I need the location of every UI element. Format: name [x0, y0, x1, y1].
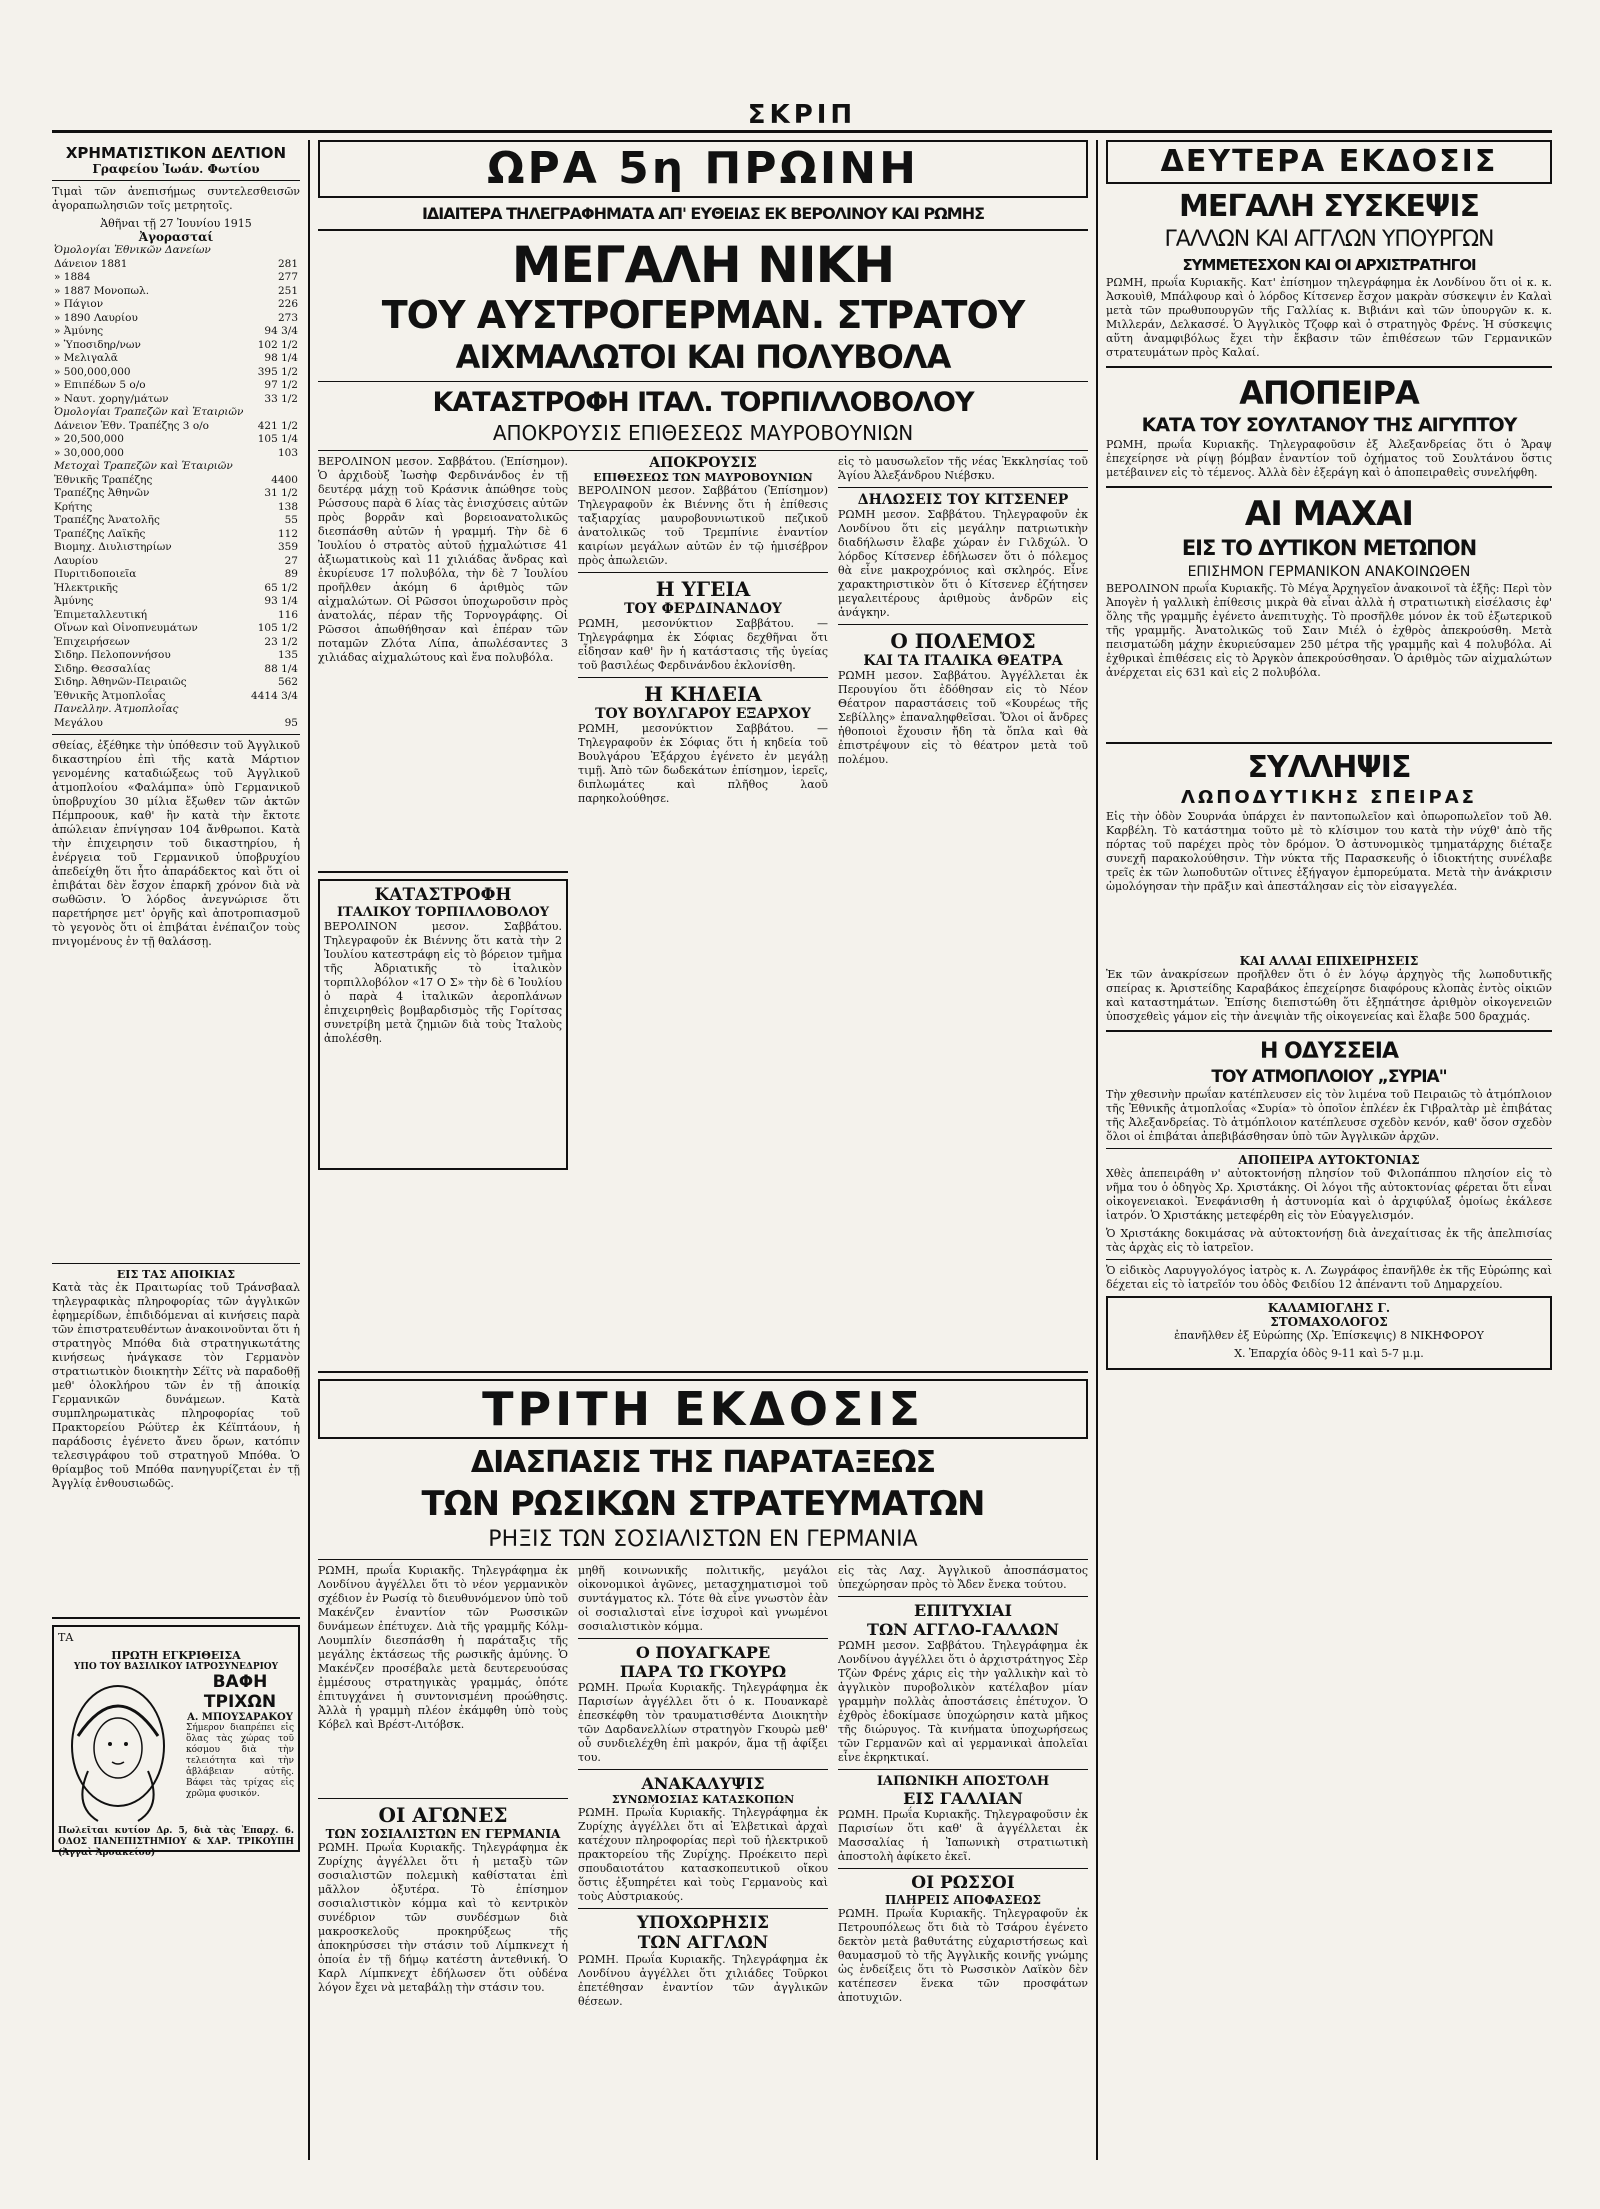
market-security: » 1887 Μονοπωλ.	[54, 284, 150, 297]
headline-odyssey: Η ΟΔΥΣΣΕΙΑ	[1259, 1039, 1399, 1064]
rule-left	[308, 140, 310, 2160]
market-price: 23 1/2	[264, 635, 298, 648]
market-row	[52, 649, 300, 663]
ad-maker: Α. ΜΠΟΥΣΑΡΑΚΟΥ	[187, 1712, 293, 1723]
story-suicide-2: Ὁ Χριστάκης δοκιμάσας νὰ αὐτοκτονήσῃ διὰ ἀνεχαίτισας ἐκ τῆς ἀπελπισίας τὰς ἀρχὰς εἰς τὸ ἰατρεῖον.	[1106, 1227, 1552, 1254]
headline-victory: ΜΕΓΑΛΗ ΝΙΚΗ	[511, 236, 895, 294]
second-edition: ΔΕΥΤΕΡΑ ΕΚΔΟΣΙΣ	[1160, 144, 1498, 179]
market-row	[52, 663, 300, 677]
market-price	[248, 460, 300, 474]
torpedo-head1: ΚΑΤΑΣΤΡΟΦΗ	[374, 885, 512, 905]
headline-syria: ΤΟΥ ΑΤΜΟΠΛΟΙΟΥ „ΣΥΡΙΑ"	[1211, 1067, 1447, 1087]
market-price: 65 1/2	[264, 581, 298, 594]
market-security: » Ἀμύνης	[54, 325, 104, 337]
kitchener-head: ΔΗΛΩΣΕΙΣ ΤΟΥ ΚΙΤΣΕΝΕΡ	[857, 492, 1069, 508]
market-row	[52, 366, 300, 380]
market-price: 359	[277, 541, 298, 553]
strap: ΙΔΙΑΙΤΕΡΑ ΤΗΛΕΓΡΑΦΗΜΑΤΑ ΑΠ' ΕΥΘΕΙΑΣ ΕΚ ΒΕΡΟΛΙΝΟΥ ΚΑΙ ΡΩΜΗΣ	[421, 204, 985, 223]
market-row	[52, 528, 300, 542]
story-victory: ΒΕΡΟΛΙΝΟΝ μεσον. Σαββάτου. (Ἐπίσημον). Ὁ ἀρχιδοὺξ Ἰωσὴφ Φερδινάνδος ἐν τῇ δευτέρᾳ μάχῃ τοῦ Κράσνικ ἀπώθησε τοὺς Ρώσσους παρὰ 6 λίας τὰς ἐνισχύσεις αὐτῶν πρὸς βορρᾶν καὶ βορειοανατολικῶς διεσπάσθη αὐτῶν ἡ γραμμή. Τὴν δὲ 6 Ἰουλίου ὁ στρατὸς αὐτοῦ ᾐχμαλώτισε 41 ἀξιωματικοὺς καὶ 11 χιλιάδας ἄνδρας καὶ ἐκυρίευσε 17 πολυβόλα, τὴν δὲ 7 Ἰουλίου προῆλθεν ἀκόμη 6 ἀριθμὸς τῶν αἰχμαλώτων. Οἱ Ρῶσσοι ὑποχωροῦσιν πρὸς ἀνατολάς, πέραν τῆς Τορνογράφης. Οἱ Ρῶσσοι ἀπωθήθησαν καὶ ἐπέραν τῶν ποταμῶν Ζλότα Λίπα, ἀπωλέσαντες 3 χιλιάδας αἰχμαλώτους καὶ ἕνα πολυβόλα.	[318, 455, 568, 664]
japan-head2: ΕΙΣ ΓΑΛΛΙΑΝ	[903, 1789, 1023, 1808]
story-retreat: ΡΩΜΗ. Πρωΐα Κυριακῆς. Τηλεγράφημα ἐκ Λονδίνου ἀγγέλλει ὅτι χιλιάδες Τοῦρκοι ἐπετέθησαν ἐναντίον τῶν ἀγγλικῶν θέσεων.	[578, 1953, 828, 2008]
market-security: Λαυρίου	[54, 554, 99, 567]
market-price: 88 1/4	[264, 662, 298, 675]
market-price: 94 3/4	[264, 325, 298, 337]
headline-torpedo: ΚΑΤΑΣΤΡΟΦΗ ΙΤΑΛ. ΤΟΡΠΙΛΛΟΒΟΛΟΥ	[432, 387, 974, 418]
market-security: Τραπέζης Λαϊκῆς	[54, 527, 146, 540]
market-price: 33 1/2	[264, 392, 298, 405]
story-arrest: Εἰς τὴν ὁδὸν Σουρνάα ὑπάρχει ἐν παντοπωλεῖον καὶ ὀπωροπωλεῖον τοῦ Ἀθ. Καρβέλη. Τὸ κατάστημα τοῦτο μὲ τὸ κλίσιμον του κατὰ τὴν νύχθ' ἀπὸ τῆς πόρτας τοῦ παρέχει πρὸς τὸν δρόμον. Ὁ ἀστυνομικὸς τμηματάρχης διέταξε συνεχῆ παρακολούθησιν. Τὴν νύκτα τῆς Παρασκευῆς ὁ ἰδιοκτήτης συνέλαβε τρεῖς ἐκ τῶν λωποδυτῶν οἵτινες ἐξήγαγον ἐμπορεύματα. Μετὰ τὴν ἀνάκρισιν ὡμολόγησαν τὴν πρᾶξιν καὶ ἀπεστάλησαν εἰς τὸν εἰσαγγελέα.	[1106, 810, 1552, 893]
market-security: Ὁμολογίαι Τραπεζῶν καὶ Ἑταιριῶν	[54, 406, 244, 418]
market-security: » 20,500,000	[54, 433, 124, 445]
notice-laryngologist: Ὁ εἰδικὸς Λαρυγγολόγος ἰατρὸς κ. Λ. Ζωγράφος ἐπανῆλθε ἐκ τῆς Εὐρώπης καὶ δέχεται εἰς τὸ ἰατρεῖόν του ὁδὸς Φειδίου 12 ἀπέναντι τοῦ Δημαρχείου.	[1106, 1264, 1552, 1291]
headline-ministers: ΓΑΛΛΩΝ ΚΑΙ ΑΓΓΛΩΝ ΥΠΟΥΡΓΩΝ	[1164, 227, 1494, 252]
war-head1: Ο ΠΟΛΕΜΟΣ	[890, 629, 1036, 653]
market-security: Ἐπιχειρήσεων	[54, 635, 130, 648]
headline-montenegro: ΑΠΟΚΡΟΥΣΙΣ ΕΠΙΘΕΣΕΩΣ ΜΑΥΡΟΒΟΥΝΙΩΝ	[492, 421, 914, 445]
market-price	[248, 244, 300, 258]
ad-address: Πωλεῖται κυτίον Δρ. 5, διὰ τὰς Ἐπαρχ. 6. ΟΔΟΣ ΠΑΝΕΠΙΣΤΗΜΙΟΥ & ΧΑΡ. ΤΡΙΚΟΥΠΗ (Ἀγγαὶ Ἀρσακείου)	[58, 1826, 294, 1858]
market-row	[52, 271, 300, 285]
headline-communique: ΕΠΙΣΗΜΟΝ ΓΕΡΜΑΝΙΚΟΝ ΑΝΑΚΟΙΝΩΘΕΝ	[1187, 564, 1471, 580]
market-date: Ἀθῆναι τῇ 27 Ἰουνίου 1915	[100, 217, 252, 230]
market-row	[52, 325, 300, 339]
market-row	[52, 285, 300, 299]
headline-sultan: ΚΑΤΑ ΤΟΥ ΣΟΥΛΤΑΝΟΥ ΤΗΣ ΑΙΓΥΠΤΟΥ	[1141, 414, 1517, 436]
story-aden: εἰς τὰς Λαχ. Ἀγγλικοῦ ἀποσπάσματος ὑπεχώρησαν πρὸς τὸ Ἄδεν ἔνεκα τούτου.	[838, 1564, 1088, 1591]
rule-right	[1096, 140, 1098, 2160]
market-row	[52, 420, 300, 434]
market-price: 116	[277, 608, 298, 621]
market-row	[52, 474, 300, 488]
story-colonies-head: ΕΙΣ ΤΑΣ ΑΠΟΙΚΙΑΣ	[116, 1268, 236, 1281]
headline-arrest: ΣΥΛΛΗΨΙΣ	[1247, 750, 1411, 785]
market-security: » Ὑποσιδηρ/νων	[54, 338, 141, 351]
market-table	[52, 244, 300, 730]
left-column	[52, 140, 300, 2160]
struggles-head1: ΟΙ ΑΓΩΝΕΣ	[378, 1803, 508, 1827]
japan-head1: ΙΑΠΩΝΙΚΗ ΑΠΟΣΤΟΛΗ	[876, 1774, 1050, 1789]
poincare-head1: Ο ΠΟΥΑΓΚΑΡΕ	[635, 1643, 771, 1662]
third-sub1	[318, 1564, 568, 2104]
market-note: Τιμαὶ τῶν ἀνεπισήμως συντελεσθεισῶν ἀγοραπωλησιῶν τοῖς μετρητοῖς.	[52, 185, 300, 212]
russians-head1: ΟΙ ΡΩΣΣΟΙ	[911, 1873, 1015, 1893]
market-security: » Ναυτ. χορηγ/μάτων	[54, 392, 169, 405]
retreat-head2: ΤΩΝ ΑΓΓΛΩΝ	[637, 1933, 769, 1953]
market-security: Πανελλην. Ἀτμοπλοΐας	[54, 703, 179, 715]
market-security: Ἐθνικῆς Τραπέζης	[54, 473, 153, 486]
market-security: » Μελιγαλᾶ	[54, 352, 118, 364]
headline-attempt: ΑΠΟΠΕΙΡΑ	[1239, 374, 1419, 412]
story-other-ops: Ἐκ τῶν ἀνακρίσεων προῆλθεν ὅτι ὁ ἐν λόγῳ ἀρχηγὸς τῆς λωποδυτικῆς σπείρας κ. Ἀριστείδης Καραβάκος ἐπεχείρησε διαφόρους κλοπὰς ἐντὸς οἰκιῶν καὶ καταστημάτων. Ἐπίσης διεπιστώθη ὅτι ἐξηπάτησε ἀριθμὸν οἰκογενειῶν ὑποσχεθεὶς γάμον εἰς τὴν ἀνεψιὰν τῆς οἰκογενείας καὶ ἔλαβε 500 δραχμάς.	[1106, 968, 1552, 1023]
market-security: Σιδηρ. Θεσσαλίας	[54, 662, 151, 675]
story-syria: Τὴν χθεσινὴν πρωΐαν κατέπλευσεν εἰς τὸν λιμένα τοῦ Πειραιῶς τὸ ἀτμόπλοιον τῆς Ἐθνικῆς ἀτμοπλοΐας «Συρία» τὸ ὁποῖον ἐπλέεν ἐκ Γιβραλτὰρ μὲ ἐπιβάτας τῆς Ἀλεξανδρείας. Τὸ ἀτμόπλοιον κατέπλευσε σχεδὸν κενόν, καθ' ὅσον σχεδὸν ὅλοι οἱ ἐπιβάται ἀπεβιβάσθησαν ὑπὸ τῶν Ἀγγλικῶν ἀρχῶν.	[1106, 1088, 1552, 1143]
story-struggles: ΡΩΜΗ. Πρωΐα Κυριακῆς. Τηλεγράφημα ἐκ Ζυρίχης ἀγγέλλει ὅτι ἡ μεταξὺ τῶν σοσιαλιστῶν πολεμικὴ καθίσταται ἐπὶ μᾶλλον ὀξυτέρα. Τὸ ἐπίσημον σοσιαλιστικὸν κόμμα καὶ τὸ κεντρικὸν συνέδριον τῶν συνδέσμων διὰ μακροσκελοῦς προκηρύξεως τῆς ἀποκηρύσσει τὴν στάσιν τοῦ Λίμπκνεχτ ἡ ὁποία ἐν τῇ δήμῳ κατέστη ἀντεθνική. Ὁ Καρλ Λίμπκνεχτ ἐδήλωσεν ὅτι οὐδένα λόγον ἔχει νὰ μεταβάλῃ τὴν στάσιν του.	[318, 1841, 568, 1994]
story-funeral: ΡΩΜΗ, μεσονύκτιον Σαββάτου. — Τηλεγραφοῦν ἐκ Σόφιας ὅτι ἡ κηδεία τοῦ Βουλγάρου Ἐξάρχου ἐγένετο ἐν μεγάλῃ τιμῇ. Ἀπὸ τῶν δωδεκάτων ἐπίσημον, ἱερεῖς, διπλωμάτες καὶ πλῆθος λαοῦ παρηκολούθησε.	[578, 722, 828, 805]
ad-tag: ΤΑ	[58, 1631, 74, 1644]
market-office: Γραφείου Ἰωάν. Φωτίου	[92, 162, 260, 176]
market-title: ΧΡΗΜΑΤΙΣΤΙΚΟΝ ΔΕΛΤΙΟΝ	[65, 144, 287, 162]
doctor-title: ΣΤΟΜΑΧΟΛΟΓΟΣ	[1270, 1315, 1388, 1329]
market-price: 97 1/2	[264, 379, 298, 391]
market-price: 98 1/4	[264, 352, 298, 364]
market-price: 421 1/2	[257, 419, 298, 432]
market-price: 4414 3/4	[251, 689, 298, 702]
spies-head1: ΑΝΑΚΑΛΥΨΙΣ	[641, 1774, 765, 1793]
market-price	[248, 406, 300, 420]
market-security: Τραπέζης Ἀνατολῆς	[54, 514, 160, 526]
right-column	[1106, 140, 1552, 2160]
center-sub3	[838, 455, 1088, 1365]
repulse-head2: ΕΠΙΘΕΣΕΩΣ ΤΩΝ ΜΑΥΡΟΒΟΥΝΙΩΝ	[593, 471, 813, 484]
doctor-name: ΚΑΛΑΜΙΟΓΛΗΣ Γ.	[1267, 1301, 1391, 1315]
market-row	[52, 541, 300, 555]
market-security: » 1890 Λαυρίου	[54, 311, 138, 324]
market-row	[52, 487, 300, 501]
story-suicide: Χθὲς ἀπεπειράθη ν' αὐτοκτονήσῃ πλησίον τοῦ Φιλοπάππου πλησίον εἰς τὸ νῆμα του ὁ ὁδηγὸς Χρ. Χριστάκης. Οἱ λόγοι τῆς αὐτοκτονίας φέρεται ὅτι εἶναι οἰκογενειακοὶ. Ἐνεφάνισθη ἡ ἀστυνομία καὶ ὁ ἀρχιφύλαξ ὁμοίως ἐκάλεσε ἰατρόν. Ὁ Χριστάκης μετεφέρθη εἰς τὸν Εὐαγγελισμόν.	[1106, 1167, 1552, 1222]
kicker: ΩΡΑ 5η ΠΡΩΙΝΗ	[487, 143, 919, 194]
market-price: 251	[277, 284, 298, 297]
market-price: 95	[284, 716, 298, 729]
story-mausoleum: εἰς τὸ μαυσωλεῖον τῆς νέας Ἐκκλησίας τοῦ Ἁγίου Ἀλεξάνδρου Νιέβσκυ.	[838, 455, 1088, 482]
market-row	[52, 339, 300, 353]
headline-battles: ΑΙ ΜΑΧΑΙ	[1244, 494, 1414, 534]
market-head: Ἀγορασταί	[138, 230, 214, 244]
doctor-address: ἐπανῆλθεν ἐξ Εὐρώπης (Χρ. Ἐπίσκεψις) 8 ΝΙΚΗΦΟΡΟΥ	[1174, 1329, 1484, 1342]
story-colonies: Κατὰ τὰς ἐκ Πραιτωρίας τοῦ Τράνσβααλ τηλεγραφικὰς πληροφορίας τῶν ἀγγλικῶν ἐφημερίδων, ἐπιδιδόμεναι αἱ κινήσεις παρὰ τῶν ἐπιστρατευθέντων ἀνακοινοῦνται ὅτι ἡ στρατηγὸς Μπόθα διὰ στρατηγικωτάτης κινήσεως ἠνάγκασε τὸν Γερμανὸν στρατιωτικὸν διοικητὴν Σέϊτς νὰ παραδοθῇ μεθ' ὁλοκλήρου τῶν ἐν τῇ ἀποικίᾳ Γερμανικῶν δυνάμεων. Κατὰ συμπληρωματικὰς πληροφορίας τοῦ Πρακτορείου Ρώϋτερ ἐκ Κέϊπτάουν, ἡ παράδοσις ἐγένετο ἄνευ ὅρων, κατόπιν τελεσιγράφου τοῦ στρατηγοῦ Μπόθα. Ὁ θρίαμβος τοῦ Μπόθα πανηγυρίζεται ἐν τῇ Ἀγγλίᾳ ἐνθουσιωδῶς.	[52, 1281, 300, 1490]
retreat-head1: ΥΠΟΧΩΡΗΣΙΣ	[636, 1913, 770, 1933]
torpedo-head2: ΙΤΑΛΙΚΟΥ ΤΟΡΠΙΛΛΟΒΟΛΟΥ	[336, 905, 550, 920]
market-security: Μετοχαὶ Τραπεζῶν καὶ Ἑταιριῶν	[54, 460, 233, 472]
market-security: Πυριτιδοποιεῖα	[54, 568, 137, 580]
market-price: 102 1/2	[257, 338, 298, 351]
successes-head2: ΤΩΝ ΑΓΓΛΟ-ΓΑΛΛΩΝ	[867, 1620, 1059, 1639]
ad-title: ΒΑΦΗ ΤΡΙΧΩΝ	[203, 1672, 277, 1712]
market-price: 89	[284, 568, 298, 580]
story-western-front: ΒΕΡΟΛΙΝΟΝ πρωΐα Κυριακῆς. Τὸ Μέγα Ἀρχηγεῖον ἀνακοινοῖ τὰ ἑξῆς: Περὶ τὸν Ἀπογὲν ἡ γαλλικὴ ἐπίθεσις μικρὰ θὰ εἶναι ἀλλὰ ἡ στρατιωτικὴ εἰσέλασις ἐφ' ὅλης τῆς γραμμῆς ἐγένετο ἀνεπιτυχὴς. Τὸ προσῆλθε μόνον ἐκ τοῦ ἐξωτερικοῦ τῆς γραμμῆς. Ἀνατολικῶς τοῦ Σαιν Μιέλ ὁ ἐχθρὸς ἀπεκρούσθη. Μετὰ πεισματώδη μάχην ἐκυριεύσαμεν 250 μέτρα τῆς γραμμῆς καὶ 4 πολυβόλα. Αἱ ἐχθρικαὶ ἐπιθέσεις εἰς τὸ Ἀργκὸν ἀπεκρούσθησαν. Ὁ ἀριθμὸς τῶν αἰχμαλώτων ἀνέρχεται εἰς 631 καὶ εἰς 2 πολυβόλα.	[1106, 582, 1552, 679]
market-row	[52, 595, 300, 609]
poincare-head2: ΠΑΡΑ ΤΩ ΓΚΟΥΡΩ	[619, 1662, 787, 1681]
market-row	[52, 447, 300, 461]
market-row	[52, 393, 300, 407]
headline-other-ops: ΚΑΙ ΑΛΛΑΙ ΕΠΙΧΕΙΡΗΣΕΙΣ	[1239, 954, 1419, 968]
market-price: 277	[277, 271, 298, 283]
headline-russian-armies: ΤΩΝ ΡΩΣΙΚΩΝ ΣΤΡΑΤΕΥΜΑΤΩΝ	[421, 1484, 985, 1524]
market-security: Οἴνων καὶ Οἰνοπνευμάτων	[54, 622, 198, 634]
story-poincare: ΡΩΜΗ. Πρωΐα Κυριακῆς. Τηλεγράφημα ἐκ Παρισίων ἀγγέλλει ὅτι ὁ κ. Πουανκαρὲ ἐπεσκέφθη τὸν τραυματισθέντα Διοικητὴν τῶν Δαρδανελλίων στρατηγὸν Γκουρὼ μεθ' οὗ συνδιελέχθη ἐπὶ μακρόν, ἅμα τῇ ἀφίξει του.	[578, 1681, 828, 1764]
repulse-head1: ΑΠΟΚΡΟΥΣΙΣ	[649, 455, 757, 471]
story-breakthrough: ΡΩΜΗ, πρωΐα Κυριακῆς. Τηλεγράφημα ἐκ Λονδίνου ἀγγέλλει ὅτι τὸ νέον γερμανικὸν σχέδιον ἐν Ρωσίᾳ τὸ διευθυνόμενον ὑπὸ τοῦ Μακένζεν ἐναντίον τῶν Ρωσσικῶν δυνάμεων ἐπέτυχεν. Διὰ τῆς γραμμῆς Κόλμ-Λουμπλίν διεσπάσθη ἡ παράταξις τῆς μεγάλης ἐκτάσεως τῆς ρωσικῆς ἀμύνης. Ὁ Μακένζεν προσέβαλε μετὰ δευτερευούσας ἐμμέσους στρατηγικὰς γραμμάς, ὁπότε ἐπιτυγχάνει ἡ συντονισμένη προώθησις. Ἀλλὰ ἡ γραμμὴ πλέον ἐκάμφθη ὑπὸ τοὺς Κόβελ καὶ Βρέστ-Λιτόβσκ.	[318, 1564, 568, 1731]
headline-breakthrough: ΔΙΑΣΠΑΣΙΣ ΤΗΣ ΠΑΡΑΤΑΞΕΩΣ	[470, 1445, 936, 1480]
story-sultan: ΡΩΜΗ, πρωΐα Κυριακῆς. Τηλεγραφοῦσιν ἐξ Ἀλεξανδρείας ὅτι ὁ Ἄραψ ἐπεχείρησε νὰ ρίψῃ βόμβαν ἐναντίον τοῦ ὀχήματος τοῦ Σουλτάνου ὅστις μετέβαινεν εἰς τὸ τέμενος. Ἀλλὰ δὲν ἐξεράγη καὶ ὁ ἀποπειραθεὶς συνελήφθη.	[1106, 438, 1552, 479]
second-edition-box	[1106, 140, 1552, 184]
funeral-head2: ΤΟΥ ΒΟΥΛΓΑΡΟΥ ΕΞΑΡΧΟΥ	[595, 706, 811, 722]
hair-dye-ad	[52, 1625, 300, 1858]
market-price: 105 1/4	[257, 433, 298, 445]
story-repulse: ΒΕΡΟΛΙΝΟΝ μεσον. Σαββάτου (Ἐπίσημον) Τηλεγραφοῦν ἐκ Βιέννης ὅτι ἡ ἐπίθεσις ταξιαρχίας μαυροβουνιωτικοῦ πεζικοῦ ἀνατολικῶς τοῦ Τρεμπίνιε ἐναντίον καιρίων μεγάλων αὐτῶν ἐν τῷ ἡμισέβρον πρὸς ἀπωλειῶν.	[578, 484, 828, 567]
market-security: Ἀμύνης	[54, 595, 94, 607]
market-security: Ὁμολογίαι Ἐθνικῶν Δανείων	[54, 244, 211, 256]
market-row	[52, 717, 300, 731]
headline-suicide: ΑΠΟΠΕΙΡΑ ΑΥΤΟΚΤΟΝΙΑΣ	[1238, 1153, 1420, 1167]
story-spies: ΡΩΜΗ. Πρωΐα Κυριακῆς. Τηλεγράφημα ἐκ Ζυρίχης ἀγγέλλει ὅτι αἱ Ἑλβετικαὶ ἀρχαὶ κατέχουν πληροφορίας περὶ τοῦ ἠλεκτρικοῦ πρακτορείου τῆς Ζυρίχης. Προέκειτο περὶ σπουδαιοτάτου κατασκοπευτικοῦ οἴκου ὅστις ἐξυπηρέτει καὶ τοὺς Γερμανοὺς καὶ τοὺς Αὐστριακούς.	[578, 1806, 828, 1903]
market-security: Βιομηχ. Διυλιστηρίων	[54, 541, 172, 553]
market-security: Κρήτης	[54, 500, 93, 513]
doctor-ad	[1106, 1296, 1552, 1370]
successes-head1: ΕΠΙΤΥΧΙΑΙ	[914, 1601, 1012, 1620]
story-russians: ΡΩΜΗ. Πρωΐα Κυριακῆς. Τηλεγραφοῦν ἐκ Πετρουπόλεως ὅτι διὰ τὸ Τσάρου ἐγένετο δεκτὸν μετὰ βαθυτάτης εὐχαριστήσεως καὶ θαυμασμοῦ τὸ τῆς Ἀγγλικῆς κοινῆς γνώμης ὡς ἐνδείξεις ὅτι τὸ Ρωσσικὸν Λαϊκὸν δὲν κατέπεσεν ἕνεκα τῶν προσφάτων ἀποτυχιῶν.	[838, 1907, 1088, 2004]
market-security: Ἐθνικῆς Ἀτμοπλοΐας	[54, 689, 166, 702]
market-security: Ἐπιμεταλλευτική	[54, 608, 148, 621]
story-torpedo: ΒΕΡΟΛΙΝΟΝ μεσον. Σαββάτου. Τηλεγραφοῦν ἐκ Βιέννης ὅτι κατὰ τὴν 2 Ἰουλίου κατεστράφη εἰς τὸ βόρειον τμῆμα τῆς Ἀδριατικῆς τὸ ἰταλικὸν τορπιλλοβόλον «17 Ο Σ» τὴν δὲ 6 Ἰουλίου ὁ παρὰ 4 ἰταλικῶν ἀεροπλάνων ἐπιχειρηθεὶς βομβαρδισμὸς τῆς Γορίτσας συνετρίβη μετὰ ζημιῶν διὰ τοὺς Ἰταλοὺς ἀπολέσθη.	[324, 920, 562, 1045]
market-row	[52, 460, 300, 474]
market-price: 105 1/2	[257, 622, 298, 634]
masthead	[52, 100, 1552, 133]
center-column	[318, 140, 1088, 2160]
headline-generals: ΣΥΜΜΕΤΕΣΧΟΝ ΚΑΙ ΟΙ ΑΡΧΙΣΤΡΑΤΗΓΟΙ	[1182, 256, 1476, 274]
market-price: 562	[277, 676, 298, 688]
market-price: 27	[284, 554, 298, 567]
story-kitchener: ΡΩΜΗ μεσον. Σαββάτου. Τηλεγραφοῦν ἐκ Λονδίνου ὅτι εἰς μεγάλην πατριωτικὴν διαδήλωσιν ἔλαβε χώραν ἐν Γιλδχώλ. Ὁ λόρδος Κίτσενερ ἐδήλωσεν ὅτι ὁ πόλεμος θὰ εἶνε μακροχρόνιος καὶ σκληρός. Εἶνε χαρακτηριστικὸν ὅτι ὁ Κίτσενερ ἐζήτησεν μεγαλειτέρους ἀριθμοὺς ἀνδρῶν εἰς ἀνάγκην.	[838, 508, 1088, 619]
third-edition-box	[318, 1379, 1088, 1439]
headline-conference: ΜΕΓΑΛΗ ΣΥΣΚΕΨΙΣ	[1178, 189, 1480, 224]
third-edition: ΤΡΙΤΗ ΕΚΔΟΣΙΣ	[482, 1382, 924, 1436]
doctor-hours: Χ. Ἐπαρχία ὁδὸς 9-11 καὶ 5-7 μ.μ.	[1234, 1347, 1424, 1360]
story-conference: ΡΩΜΗ, πρωΐα Κυριακῆς. Κατ' ἐπίσημον τηλεγράφημα ἐκ Λονδίνου ὅτι οἱ κ. κ. Ἀσκουὶθ, Μπάλφουρ καὶ ὁ λόρδος Κίτσενερ ἔσχον μακρὰν σύσκεψιν ἐν Καλαὶ μετὰ τῶν πρωθυπουργῶν τῆς Γαλλίας κ. Βιβιάνι καὶ τῶν ὑπουργῶν κ. κ. Μιλλεράν, Δελκασσέ. Ὁ Ἀγγλικὸς Τζοφρ καὶ ὁ στρατηγὸς Φρένς. Ἡ σύσκεψις αὕτη ἀναμφιβόλως ἔχει τὴν ἔκβασιν τῶν ἐπιθέσεων τῶν Γερμανικῶν στρατευμάτων πρὸς Καλαί.	[1106, 276, 1552, 359]
market-security: » 30,000,000	[54, 446, 124, 459]
masthead-title: ΣΚΡΙΠ	[747, 100, 857, 130]
market-security: Τραπέζης Ἀθηνῶν	[54, 487, 150, 499]
headline-army: ΤΟΥ ΑΥΣΤΡΟΓΕΡΜΑΝ. ΣΤΡΑΤΟΥ	[381, 293, 1025, 337]
story-health: ΡΩΜΗ, μεσονύκτιον Σαββάτου. — Τηλεγράφημα ἐκ Σόφιας δεχθῆναι ὅτι εἶδησαν καθ' ἣν ἡ κατάστασις τῆς ὑγείας τοῦ βασιλέως Φερδινάνδου ἐκλονίσθη.	[578, 617, 828, 672]
market-security: » 500,000,000	[54, 365, 131, 378]
market-row	[52, 622, 300, 636]
ad-line1: ΠΡΩΤΗ ΕΓΚΡΙΘΕΙΣΑ	[111, 1649, 241, 1662]
story-successes: ΡΩΜΗ μεσον. Σαββάτου. Τηλεγράφημα ἐκ Λονδίνου ἀγγέλλει ὅτι ὁ ἀρχιστράτηγος Σὲρ Τζὼν Φρένς χάρις εἰς τὴν γαλλικὴν καὶ τὸ ἀγγλικὸν πυροβολικὸν κατέλαβον μίαν γραμμὴν πολλὰς ἀποστάσεις ἐπέτυχον. Ὁ ἐχθρὸς ἐδοκίμασε ὑποχώρησιν κατὰ μῆκος τῆς διώρυγος. Τὰ κινήματα ὑποχωρήσεως τῶν Γερμανῶν καὶ αἱ γερμανικαὶ ἀπολεῖαι εἶνε ἐκρηκτικαί.	[838, 1639, 1088, 1764]
market-price: 93 1/4	[264, 595, 298, 607]
headline-thieves: ΛΩΠΟΔΥΤΙΚΗΣ ΣΠΕΙΡΑΣ	[1181, 787, 1477, 808]
headline-western-front: ΕΙΣ ΤΟ ΔΥΤΙΚΟΝ ΜΕΤΩΠΟΝ	[1181, 536, 1477, 560]
market-row	[52, 636, 300, 650]
market-row	[52, 582, 300, 596]
market-row	[52, 352, 300, 366]
market-price: 103	[277, 446, 298, 459]
market-row	[52, 258, 300, 272]
headline-prisoners: ΑΙΧΜΑΛΩΤΟΙ ΚΑΙ ΠΟΛΥΒΟΛΑ	[455, 338, 951, 376]
market-security: Σιδηρ. Πελοποννήσου	[54, 649, 171, 661]
market-price: 226	[277, 298, 298, 310]
market-security: Δάνειον 1881	[54, 257, 128, 270]
market-row	[52, 676, 300, 690]
story-theatres: ΡΩΜΗ μεσον. Σαββάτου. Ἀγγέλλεται ἐκ Περουγίου ὅτι ἐδόθησαν εἰς τὸ Νέον Θέατρον παραστάσεις τοῦ «Κουρέως τῆς Σεβίλλης» ἐπαναληφθεῖσαι. Ὅλοι οἱ ἄνδρες ἠθοποιοὶ ἔχουσιν ἤδη τὰ ὅπλα καὶ θὰ ἐπιστρέψουν εἰς τὸ θέατρον μετὰ τοῦ πολέμου.	[838, 669, 1088, 766]
woman-portrait-illustration	[58, 1676, 178, 1826]
war-head2: ΚΑΙ ΤΑ ΙΤΑΛΙΚΑ ΘΕΑΤΡΑ	[863, 653, 1063, 669]
struggles-head2: ΤΩΝ ΣΟΣΙΑΛΙΣΤΩΝ ΕΝ ΓΕΡΜΑΝΙΑ	[325, 1827, 561, 1841]
market-price	[248, 703, 300, 717]
market-row	[52, 379, 300, 393]
market-security: Ἠλεκτρικῆς	[54, 581, 118, 594]
market-price: 281	[277, 257, 298, 270]
market-price: 135	[277, 649, 298, 661]
market-row	[52, 406, 300, 420]
funeral-head1: Η ΚΗΔΕΙΑ	[644, 682, 762, 706]
spies-head2: ΣΥΝΩΜΟΣΙΑΣ ΚΑΤΑΣΚΟΠΩΝ	[611, 1793, 795, 1806]
market-price: 112	[277, 527, 298, 540]
market-security: » 1884	[54, 271, 91, 283]
market-row	[52, 703, 300, 717]
market-security: Σιδηρ. Ἀθηνῶν-Πειραιῶς	[54, 676, 187, 688]
headline-socialists: ΡΗΞΙΣ ΤΩΝ ΣΟΣΙΑΛΙΣΤΩΝ ΕΝ ΓΕΡΜΑΝΙΑ	[488, 1527, 918, 1552]
market-price: 273	[277, 311, 298, 324]
market-row	[52, 244, 300, 258]
market-price: 395 1/2	[257, 365, 298, 378]
center-sub2	[578, 455, 828, 1365]
third-sub2	[578, 1564, 828, 2104]
story-japan: ΡΩΜΗ. Πρωΐα Κυριακῆς. Τηλεγραφοῦσιν ἐκ Παρισίων ὅτι καθ' ἃ ἀγγέλλεται ἐκ Μασσαλίας ἡ Ἰαπωνικὴ στρατιωτικὴ ἀποστολὴ ἀφίκετο ἐκεῖ.	[838, 1808, 1088, 1863]
third-sub3	[838, 1564, 1088, 2104]
market-row	[52, 609, 300, 623]
market-row	[52, 501, 300, 515]
health-head1: Η ΥΓΕΙΑ	[655, 577, 751, 601]
story-falaba: σθείας, ἐξέθηκε τὴν ὑπόθεσιν τοῦ Ἀγγλικοῦ δικαστηρίου ἐπὶ τῆς κατὰ Μάρτιον γενομένης καταδιώξεως τοῦ Ἀγγλικοῦ ἀτμοπλοίου «Φαλάμπα» ὑπὸ Γερμανικοῦ ὑποβρυχίου 30 μίλια ἔξωθεν τῶν ἀκτῶν Πέμπροουκ, καθ' ἣν κατὰ τὴν ἔκτοτε ἀπώλειαν ἐπνίγησαν 104 ἄνθρωποι. Κατὰ τὴν ἐπιχειρησιν τοῦ δικαστηρίου, ἡ ἐνέργεια τοῦ Γερμανικοῦ ὑποβρυχίου ἀπεδείχθη ὅτι ἦτο ἀπαράδεκτος καὶ ὅτι οἱ ἐπιβάται δὲν ἔσχον ἐπαρκῆ χρόνον διὰ νὰ σωθῶσιν. Ὁ λόρδος ἀνεγνώρισε ὅτι παρετήρησε μετ' ὀργῆς καὶ ἀποτροπιασμοῦ τὸ γεγονὸς ὅτι οἱ ἐπιβάται ἐνέπαιζον τοὺς πνιγομένους ἐν τῇ θαλάσσῃ.	[52, 739, 300, 948]
center-sub1	[318, 455, 568, 1365]
torpedo-box	[318, 879, 568, 1170]
market-row	[52, 298, 300, 312]
market-price: 4400	[271, 473, 298, 486]
market-security: » Επιπέδων 5 o/o	[54, 379, 146, 391]
market-row	[52, 690, 300, 704]
market-row	[52, 555, 300, 569]
health-head2: ΤΟΥ ΦΕΡΔΙΝΑΝΔΟΥ	[624, 601, 782, 617]
market-row	[52, 568, 300, 582]
story-socialist-policy: μηθῆ κοινωνικῆς πολιτικῆς, μεγάλοι οἰκονομικοὶ ἀγῶνες, μετασχηματισμοὶ τοῦ συντάγματος κλ. Τότε θὰ εἶνε γνωστὸν ἐὰν οἱ σοσιαλισταὶ εἶνε ἰσχυροὶ καὶ γνωμένοι σοσιαλιστικὸν κόμμα.	[578, 1564, 828, 1633]
market-price: 138	[277, 500, 298, 513]
market-row	[52, 514, 300, 528]
market-security: Δάνειον Ἐθν. Τραπέζης 3 o/o	[54, 419, 209, 432]
market-row	[52, 433, 300, 447]
market-price: 55	[284, 514, 298, 526]
russians-head2: ΠΛΗΡΕΙΣ ΑΠΟΦΑΣΕΩΣ	[884, 1893, 1042, 1907]
market-security: » Πάγιον	[54, 298, 104, 310]
market-row	[52, 312, 300, 326]
ad-text: Σήμερον διαπρέπει εἰς ὅλας τὰς χώρας τοῦ κόσμου διὰ τὴν τελειότητα καὶ τὴν ἀβλάβειαν αὐτῆς. Βάφει τὰς τρίχας εἰς χρῶμα φυσικόν.	[186, 1723, 294, 1799]
market-price: 31 1/2	[264, 487, 298, 499]
kicker-box	[318, 140, 1088, 198]
market-security: Μεγάλου	[54, 716, 103, 729]
ad-line2: ΥΠΟ ΤΟΥ ΒΑΣΙΛΙΚΟΥ ΙΑΤΡΟΣΥΝΕΔΡΙΟΥ	[73, 1662, 279, 1672]
